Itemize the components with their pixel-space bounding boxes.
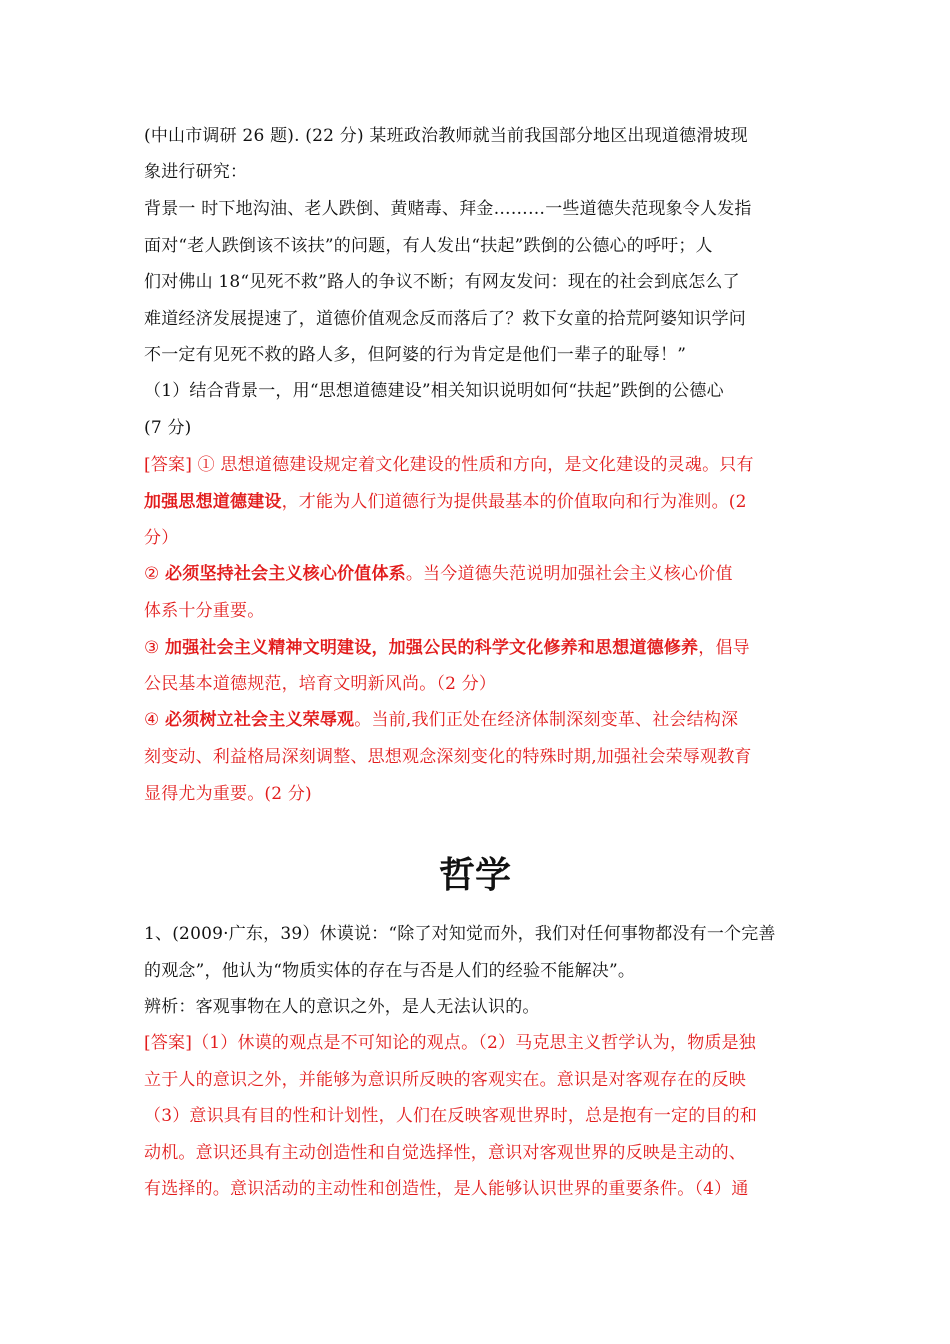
answer-emphasis: 加强社会主义精神文明建设，加强公民的科学文化修养和思想道德修养 [165, 638, 699, 658]
answer-line: 刻变动、利益格局深刻调整、思想观念深刻变化的特殊时期,加强社会荣辱观教育 [144, 747, 752, 767]
answer-emphasis: 加强思想道德建设 [144, 492, 282, 512]
background-line: 背景一 时下地沟油、老人跌倒、黄赌毒、拜金………一些道德失范现象令人发指 [144, 199, 752, 219]
answer-line [144, 636, 810, 660]
answer-line: [答案]（1）休谟的观点是不可知论的观点。（2）马克思主义哲学认为，物质是独 [144, 1033, 756, 1053]
background-line: 面对“老人跌倒该不该扶”的问题，有人发出“扶起”跌倒的公德心的呼吁；人 [144, 236, 713, 256]
answer-text: ，倡导 [698, 638, 750, 658]
answer-line: [答案] ① 思想道德建设规定着文化建设的性质和方向，是文化建设的灵魂。只有 [144, 455, 754, 475]
answer-text: 。当前,我们正处在经济体制深刻变革、社会结构深 [354, 710, 739, 730]
background-line: 难道经济发展提速了，道德价值观念反而落后了？救下女童的拾荒阿婆知识学问 [144, 309, 746, 329]
answer-text: ，才能为人们道德行为提供最基本的价值取向和行为准则。(2 [281, 492, 747, 512]
answer-emphasis: 必须树立社会主义荣辱观 [165, 710, 355, 730]
answer-number: ④ [144, 710, 166, 730]
answer-emphasis: 必须坚持社会主义核心价值体系 [165, 564, 406, 584]
answer-number: ③ [144, 638, 166, 658]
answer-line: 分） [144, 528, 179, 548]
question-line: 的观念”，他认为“物质实体的存在与否是人们的经验不能解决”。 [144, 961, 636, 981]
answer-line: （3）意识具有目的性和计划性，人们在反映客观世界时，总是抱有一定的目的和 [144, 1106, 758, 1126]
answer-line: 公民基本道德规范，培育文明新风尚。（2 分） [144, 674, 497, 694]
answer-line: 立于人的意识之外，并能够为意识所反映的客观实在。意识是对客观存在的反映 [144, 1070, 746, 1090]
answer-text: 。当今道德失范说明加强社会主义核心价值 [405, 564, 733, 584]
answer-number: ② [144, 564, 166, 584]
answer-line: 显得尤为重要。(2 分) [144, 784, 312, 804]
section-heading: 哲学 [438, 855, 511, 896]
question-line: (中山市调研 26 题). (22 分) 某班政治教师就当前我国部分地区出现道德滑坡现 [144, 126, 748, 146]
question-line: 1、(2009·广东，39）休谟说：“除了对知觉而外，我们对任何事物都没有一个完善 [144, 924, 776, 944]
answer-line: 动机。意识还具有主动创造性和自觉选择性，意识对客观世界的反映是主动的、 [144, 1143, 746, 1163]
answer-line [144, 562, 810, 586]
background-line: 们对佛山 18“见死不救”路人的争议不断；有网友发问：现在的社会到底怎么了 [144, 272, 740, 292]
sub-question-line: （1）结合背景一，用“思想道德建设”相关知识说明如何“扶起”跌倒的公德心 [144, 381, 724, 401]
answer-line: 体系十分重要。 [144, 601, 265, 621]
answer-line [144, 490, 810, 514]
question-line: 辨析：客观事物在人的意识之外，是人无法认识的。 [144, 997, 540, 1017]
question-line: 象进行研究： [144, 162, 248, 182]
background-line: 不一定有见死不救的路人多，但阿婆的行为肯定是他们一辈子的耻辱！” [144, 345, 687, 365]
answer-line [144, 708, 810, 732]
answer-line: 有选择的。意识活动的主动性和创造性，是人能够认识世界的重要条件。（4）通 [144, 1179, 749, 1199]
sub-question-line: (7 分) [144, 418, 192, 438]
